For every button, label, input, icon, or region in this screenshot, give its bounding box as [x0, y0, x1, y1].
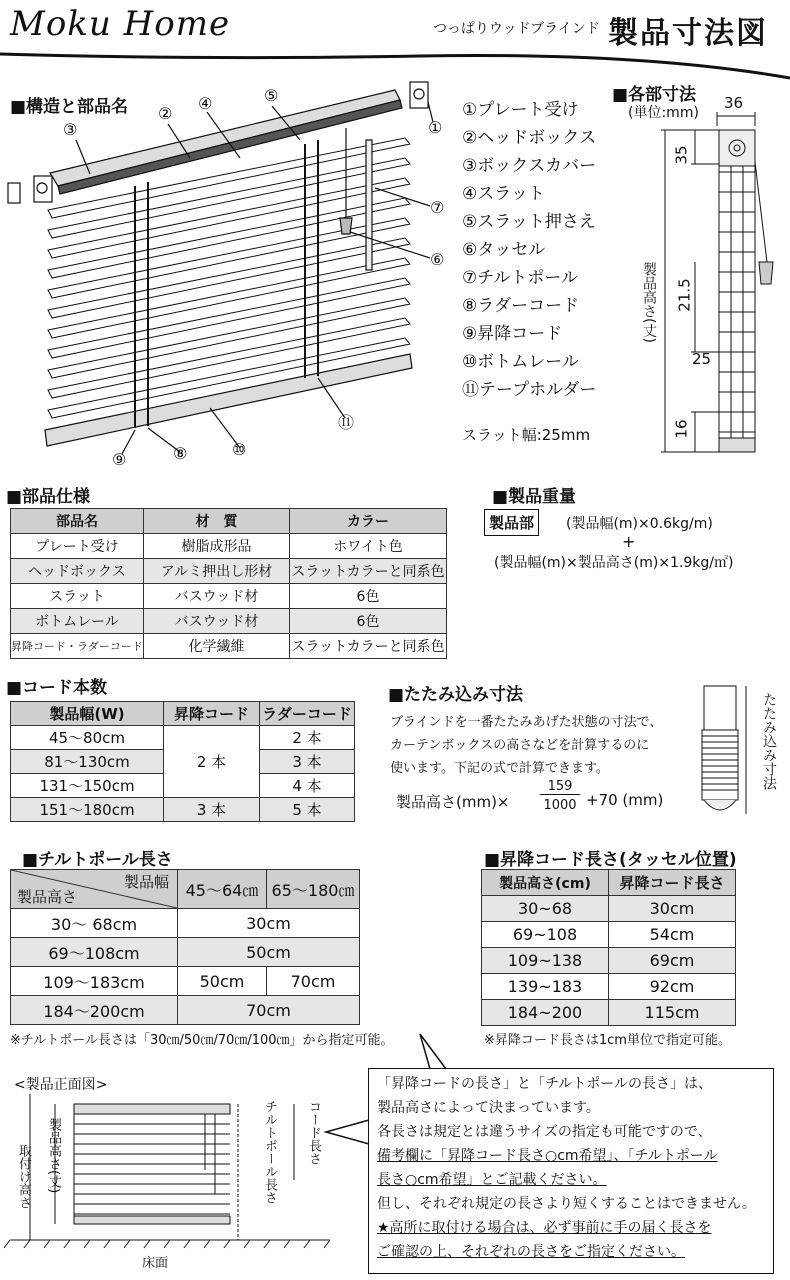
dim-21-5: 21.5 [675, 278, 694, 312]
dim-36: 36 [724, 94, 744, 112]
table-row [482, 1000, 736, 1026]
spec-cell: 6色 [290, 609, 447, 634]
dim-25: 25 [692, 350, 712, 368]
spec-cell: ヘッドボックス [11, 559, 144, 584]
liftcord-cell: 115cm [609, 1000, 736, 1026]
liftcord-cell: 109~138 [482, 948, 609, 974]
spec-cell: スラットカラーと同系色 [290, 559, 447, 584]
speech-underline: 備考欄に「昇降コード長さ○cm希望」、「チルトポール [377, 1148, 718, 1164]
spec-cell: バスウッド材 [144, 584, 290, 609]
spec-cell: アルミ押出し形材 [144, 559, 290, 584]
tilt-cell: 69～108cm [11, 938, 178, 967]
tilt-cell: 30～ 68cm [11, 909, 178, 938]
spec-cell: バスウッド材 [144, 609, 290, 634]
spec-col-name: 部品名 [11, 509, 144, 534]
front-cord-label: コード長さ [306, 1100, 321, 1165]
front-floor-label: 床面 [142, 1256, 169, 1271]
tilt-table [10, 869, 360, 1025]
spec-cell: スラットカラーと同系色 [290, 634, 447, 659]
cords-cell: 3 本 [260, 750, 355, 774]
fold-formula-a: 製品高さ(mm)× [396, 793, 510, 811]
cords-table [10, 701, 355, 822]
tilt-cell: 70cm [178, 996, 360, 1025]
part-name: ①プレート受け [462, 100, 579, 120]
speech-line [377, 1168, 765, 1192]
part-name: ④スラット [462, 184, 545, 204]
tilt-cell: 184～200cm [11, 996, 178, 1025]
spec-heading: ■部品仕様 [6, 487, 91, 507]
dim-16: 16 [672, 419, 691, 439]
liftcord-heading: ■昇降コード長さ(タッセル位置) [484, 850, 737, 870]
weight-plus: + [622, 532, 636, 551]
cords-cell: 81～130cm [11, 750, 164, 774]
fold-label: たたみ込み寸法 [761, 692, 777, 790]
weight-formula-2: (製品幅(m)×製品高さ(m)×1.9kg/㎡) [494, 555, 734, 571]
callout-9: ⑨ [112, 450, 127, 469]
dim-height-label: 製品高さ(丈) [641, 262, 657, 343]
table-row [11, 559, 447, 584]
cords-cell: 45～80cm [11, 726, 164, 750]
fold-formula-b: +70 (mm) [586, 791, 664, 809]
fold-numerator: 159 [540, 779, 580, 795]
table-row [11, 534, 447, 559]
fold-text-line: カーテンボックスの高さなどを計算するのに [390, 738, 650, 753]
table-row [11, 938, 360, 967]
table-row [482, 974, 736, 1000]
cords-cell: 2 本 [164, 726, 260, 798]
speech-underline: ご確認の上、それぞれの長さをご指定ください。 [377, 1244, 685, 1260]
liftcord-table [481, 869, 736, 1026]
cords-col-ladder: ラダーコード [260, 702, 355, 726]
callout-10: ⑩ [232, 440, 247, 459]
part-name: ⑩ボトムレール [462, 352, 579, 372]
table-row [11, 996, 360, 1025]
table-row [11, 584, 447, 609]
part-name: ⑧ラダーコード [462, 296, 580, 316]
part-name: ③ボックスカバー [462, 156, 597, 176]
spec-col-color: カラー [290, 509, 447, 534]
speech-line: 但し、それぞれ規定の長さより短くすることはできません。 [377, 1196, 756, 1212]
spec-cell: プレート受け [11, 534, 144, 559]
structure-heading: ■構造と部品名 [10, 97, 129, 117]
brand-logo: Moku Home [10, 4, 231, 44]
table-row [11, 909, 360, 938]
tilt-cell: 30cm [178, 909, 360, 938]
table-row [11, 726, 355, 750]
weight-heading: ■製品重量 [492, 487, 577, 507]
table-row [482, 948, 736, 974]
cords-cell: 5 本 [260, 798, 355, 822]
fold-text [390, 711, 662, 780]
part-name: ⑪テープホルダー [462, 380, 597, 400]
callout-5: ⑤ [264, 86, 279, 105]
table-row [482, 896, 736, 922]
cords-col-lift: 昇降コード [164, 702, 260, 726]
dimensions-heading: ■各部寸法 [612, 85, 697, 105]
callout-8: ⑧ [173, 444, 188, 463]
spec-table [10, 508, 447, 659]
tilt-corner [11, 870, 178, 909]
part-name: ⑨昇降コード [462, 324, 563, 344]
cords-cell: 3 本 [164, 798, 260, 822]
spec-col-material: 材 質 [144, 509, 290, 534]
speech-line [377, 1144, 765, 1168]
tilt-col-2: 65～180㎝ [267, 870, 360, 909]
table-row [482, 922, 736, 948]
speech-line [377, 1240, 765, 1264]
speech-line: 各長さは規定とは違うサイズの指定も可能ですので、 [377, 1124, 712, 1140]
liftcord-cell: 69cm [609, 948, 736, 974]
page-title: 製品寸法図 [608, 16, 768, 51]
part-name: ⑦チルトポール [462, 268, 579, 288]
spec-cell: スラット [11, 584, 144, 609]
speech-line: 「昇降コードの長さ」と「チルトポールの長さ」は、 [377, 1076, 713, 1092]
tilt-corner-bottom: 製品高さ [17, 888, 78, 906]
liftcord-cell: 30cm [609, 896, 736, 922]
spec-cell: ホワイト色 [290, 534, 447, 559]
spec-cell: 昇降コード・ラダーコード [11, 634, 144, 659]
dim-35: 35 [672, 145, 691, 165]
cords-heading: ■コード本数 [6, 678, 108, 698]
tilt-heading: ■チルトポール長さ [22, 850, 173, 870]
table-row [11, 609, 447, 634]
spec-cell: 6色 [290, 584, 447, 609]
liftcord-note: ※昇降コード長さは1cm単位で指定可能。 [484, 1033, 731, 1048]
front-height-label: 製品高さ(丈) [46, 1118, 61, 1194]
table-row [11, 967, 360, 996]
tilt-note: ※チルトポール長さは「30㎝/50㎝/70㎝/100㎝」から指定可能。 [10, 1033, 394, 1048]
cords-cell: 131～150cm [11, 774, 164, 798]
callout-7: ⑦ [430, 198, 445, 217]
dimensions-unit: (単位:mm) [628, 105, 699, 121]
tilt-col-1: 45～64㎝ [178, 870, 267, 909]
tilt-cell: 70cm [267, 967, 360, 996]
part-name: ⑥タッセル [462, 240, 546, 260]
speech-bubble [368, 1068, 774, 1274]
fold-text-line: 使います。下記の式で計算できます。 [390, 761, 609, 776]
liftcord-cell: 54cm [609, 922, 736, 948]
speech-line: 製品高さによって決まっています。 [377, 1100, 600, 1116]
cords-cell: 2 本 [260, 726, 355, 750]
weight-formula-1: (製品幅(m)×0.6kg/m) [566, 516, 713, 532]
callout-2: ② [158, 104, 173, 123]
cords-cell: 151～180cm [11, 798, 164, 822]
fold-denominator: 1000 [543, 798, 577, 813]
liftcord-cell: 184~200 [482, 1000, 609, 1026]
front-heading: <製品正面図> [14, 1077, 108, 1093]
callout-6: ⑥ [430, 250, 445, 269]
part-name: ②ヘッドボックス [462, 128, 597, 148]
liftcord-col-length: 昇降コード長さ [609, 870, 736, 896]
callout-3: ③ [63, 120, 78, 139]
part-name: ⑤スラット押さえ [462, 212, 596, 232]
callout-11: ⑪ [338, 413, 355, 432]
liftcord-col-height: 製品高さ(cm) [482, 870, 609, 896]
cords-col-width: 製品幅(W) [11, 702, 164, 726]
callout-4: ④ [198, 94, 213, 113]
speech-line [377, 1216, 765, 1240]
slat-width: スラット幅:25mm [462, 426, 591, 444]
fold-text-line: ブラインドを一番たたみあげた状態の寸法で、 [390, 715, 663, 730]
product-subtitle: つっぱりウッドブラインド [433, 21, 600, 37]
tilt-cell: 109～183cm [11, 967, 178, 996]
front-tilt-label: チルトポール長さ [262, 1100, 277, 1204]
speech-underline: ★高所に取付ける場合は、必ず事前に手の届く長さを [377, 1220, 712, 1236]
cords-cell: 4 本 [260, 774, 355, 798]
fold-heading: ■たたみ込み寸法 [388, 685, 524, 705]
liftcord-cell: 139~183 [482, 974, 609, 1000]
spec-cell: ボトムレール [11, 609, 144, 634]
side-profile-diagram [655, 112, 775, 468]
tilt-cell: 50cm [178, 967, 267, 996]
speech-underline: 長さ○cm希望」とご記載ください。 [377, 1172, 607, 1188]
callout-1: ① [428, 118, 443, 137]
spec-cell: 樹脂成形品 [144, 534, 290, 559]
table-row [11, 634, 447, 659]
tilt-cell: 50cm [178, 938, 360, 967]
folded-blind-icon [696, 684, 756, 824]
front-mount-label: 取付け高さ [16, 1144, 31, 1209]
liftcord-cell: 69~108 [482, 922, 609, 948]
liftcord-cell: 30~68 [482, 896, 609, 922]
liftcord-cell: 92cm [609, 974, 736, 1000]
weight-label: 製品部 [484, 509, 539, 536]
parts-list [462, 96, 596, 404]
spec-cell: 化学繊維 [144, 634, 290, 659]
table-row [11, 798, 355, 822]
tilt-corner-top: 製品幅 [123, 873, 169, 891]
